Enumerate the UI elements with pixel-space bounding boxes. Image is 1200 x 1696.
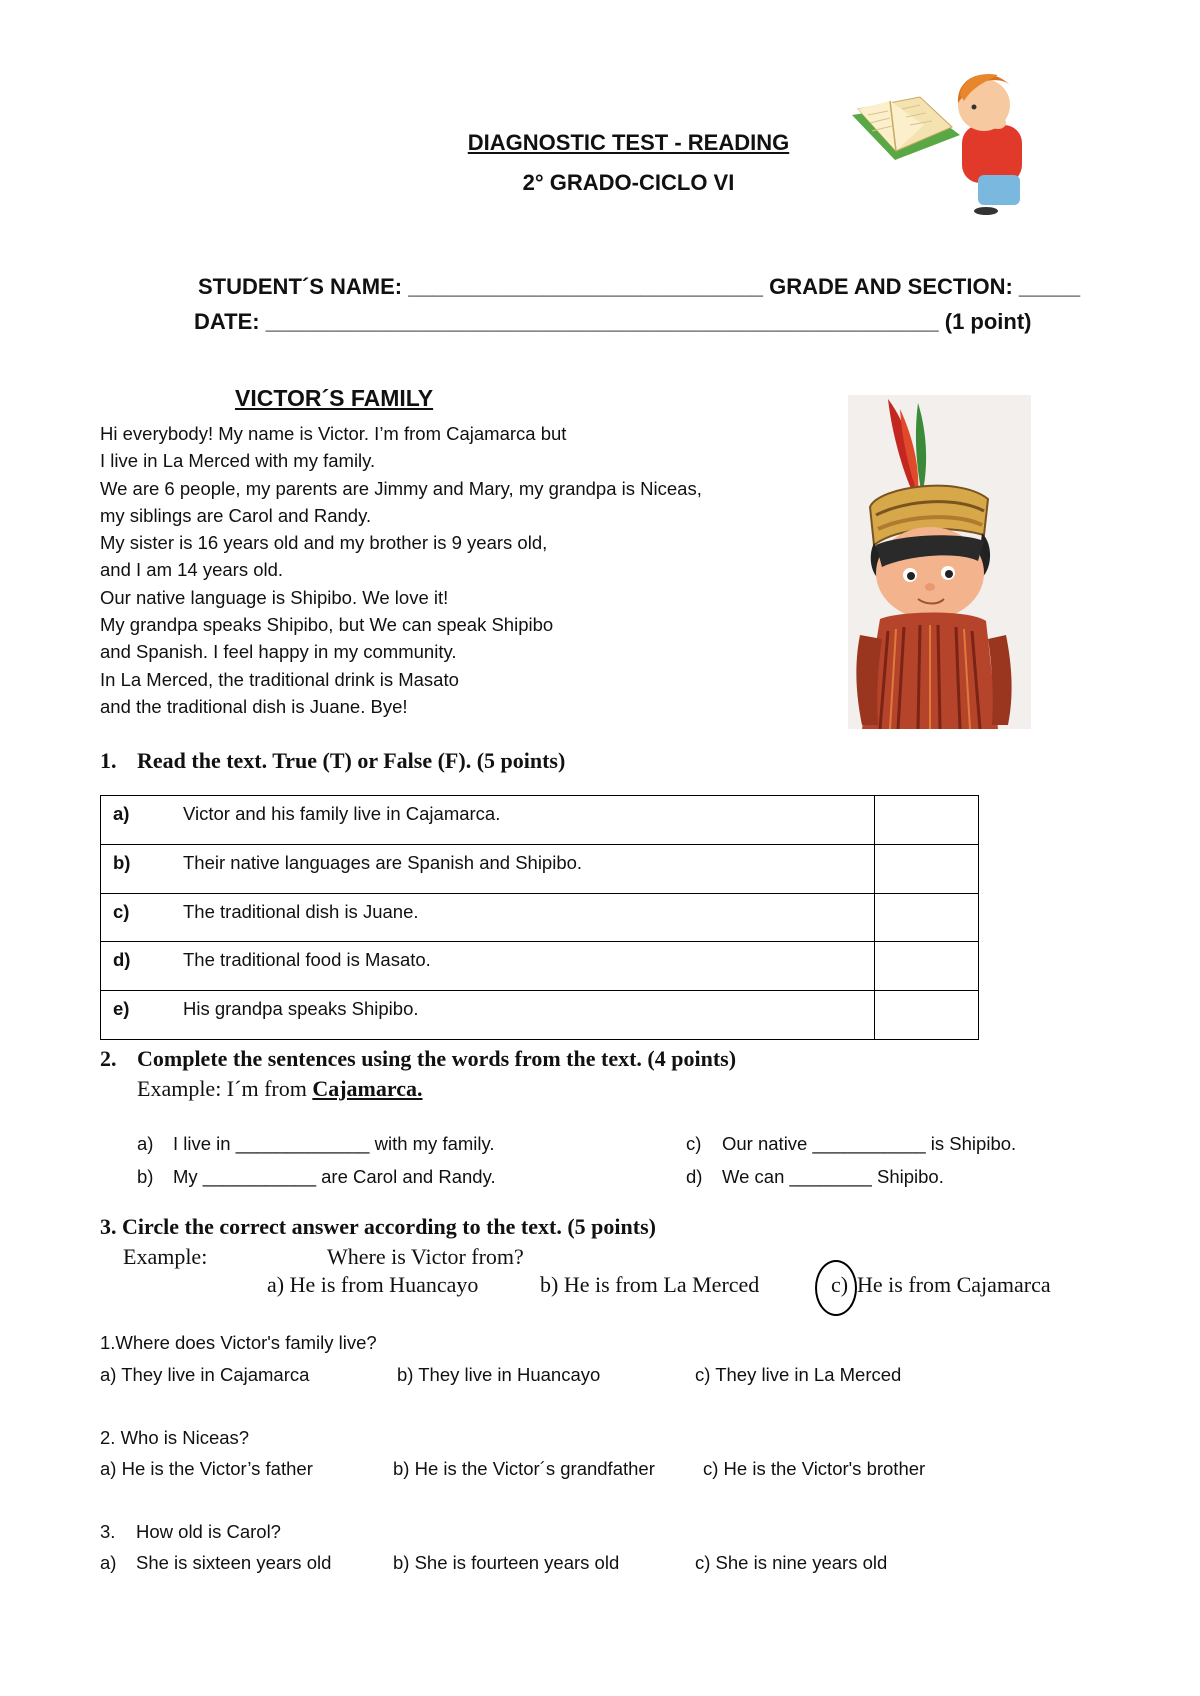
story-line: We are 6 people, my parents are Jimmy and Mary, my grandpa is Niceas, (100, 477, 702, 499)
table-row (101, 991, 979, 1040)
q3-q1-option-c[interactable]: c) They live in La Merced (695, 1364, 902, 1385)
story-title: VICTOR´S FAMILY (235, 385, 434, 411)
row-label: d) (113, 949, 131, 971)
q3-q1-option-a[interactable]: a) They live in Cajamarca (100, 1364, 310, 1385)
answer-cell[interactable] (875, 893, 979, 942)
row-statement: Victor and his family live in Cajamarca. (183, 803, 501, 824)
q3-example-option-c: He is from Cajamarca (857, 1272, 1051, 1297)
q3-example-label: Example: (123, 1244, 208, 1269)
q3-example-option-a: a) He is from Huancayo (267, 1272, 479, 1297)
q2-heading (100, 1046, 736, 1072)
q3-question-2: 2. Who is Niceas? (100, 1427, 250, 1448)
story-line: and I am 14 years old. (100, 559, 284, 581)
row-statement: Their native languages are Spanish and Shipibo. (183, 851, 583, 873)
q3-question-3 (100, 1521, 281, 1543)
student-name-field: STUDENT´S NAME: _____________________________ GRADE AND SECTION: _____ (198, 274, 1081, 299)
q3-question-3-number: 3. (100, 1521, 116, 1542)
row-statement: His grandpa speaks Shipibo. (183, 998, 419, 1020)
row-label: c) (113, 900, 130, 922)
q3-example-question: Where is Victor from? (327, 1244, 524, 1269)
row-statement: The traditional dish is Juane. (183, 900, 419, 922)
table-row (101, 893, 979, 942)
story-line: I live in La Merced with my family. (100, 450, 376, 472)
q2-example-prefix: Example: I´m from (137, 1076, 313, 1101)
story-line: and the traditional dish is Juane. Bye! (100, 695, 408, 717)
row-label: e) (113, 998, 130, 1020)
row-label: a) (113, 803, 130, 824)
story-line: my siblings are Carol and Randy. (100, 504, 372, 526)
q3-q2-option-c[interactable]: c) He is the Victor's brother (703, 1458, 926, 1479)
fill-item-c (686, 1133, 1016, 1155)
item-label: b) (137, 1166, 154, 1187)
q2-example (137, 1076, 423, 1102)
item-text: My ___________ are Carol and Randy. (173, 1166, 496, 1187)
q3-question-1: 1.Where does Victor's family live? (100, 1332, 377, 1353)
q2-number: 2. (100, 1046, 117, 1071)
q3-q2-option-a[interactable]: a) He is the Victor’s father (100, 1458, 313, 1479)
answer-cell[interactable] (875, 844, 979, 893)
item-text: We can ________ Shipibo. (722, 1166, 944, 1187)
q3-example-option-b: b) He is from La Merced (540, 1272, 760, 1297)
boy-reading-book-illustration (850, 65, 1040, 215)
q3-q3-option-a[interactable] (100, 1552, 331, 1574)
q2-heading-text: Complete the sentences using the words from the text. (4 points) (137, 1046, 737, 1071)
option-text: She is sixteen years old (136, 1552, 332, 1573)
fill-item-b (137, 1166, 496, 1188)
page-subtitle: 2° GRADO-CICLO VI (522, 170, 735, 195)
page-title: DIAGNOSTIC TEST - READING (467, 130, 790, 155)
row-label: b) (113, 851, 131, 873)
table-row (101, 844, 979, 893)
story-line: Hi everybody! My name is Victor. I’m from Cajamarca but (100, 423, 567, 444)
true-false-table (100, 795, 979, 1040)
fill-item-a (137, 1133, 495, 1155)
answer-cell[interactable] (875, 942, 979, 991)
table-row (101, 796, 979, 845)
row-statement: The traditional food is Masato. (183, 949, 431, 971)
date-field: DATE: _______________________________________________________ (1 point) (194, 309, 1032, 334)
item-text: I live in _____________ with my family. (173, 1133, 495, 1154)
story-line: My grandpa speaks Shipibo, but We can speak Shipibo (100, 614, 554, 636)
answer-cell[interactable] (875, 796, 979, 845)
q1-number: 1. (100, 748, 117, 773)
q1-heading-text: Read the text. True (T) or False (F). (5 points) (137, 748, 566, 773)
item-label: d) (686, 1166, 703, 1187)
q3-question-3-text: How old is Carol? (136, 1521, 281, 1542)
story-line: Our native language is Shipibo. We love it! (100, 586, 449, 608)
table-row (101, 942, 979, 991)
story-line: My sister is 16 years old and my brother is 9 years old, (100, 532, 548, 554)
item-label: a) (137, 1133, 154, 1154)
q3-q3-option-b[interactable]: b) She is fourteen years old (393, 1552, 620, 1573)
story-line: In La Merced, the traditional drink is Masato (100, 668, 459, 690)
q3-q1-option-b[interactable]: b) They live in Huancayo (397, 1364, 601, 1385)
answer-cell[interactable] (875, 991, 979, 1040)
q3-q3-option-c[interactable]: c) She is nine years old (695, 1552, 888, 1573)
q2-example-answer: Cajamarca. (312, 1076, 423, 1101)
q3-heading: 3. Circle the correct answer according to the text. (5 points) (100, 1214, 656, 1239)
item-label: c) (686, 1133, 702, 1154)
q3-example-option-c-label: c) (831, 1272, 849, 1297)
q3-q2-option-b[interactable]: b) He is the Victor´s grandfather (393, 1458, 655, 1479)
item-text: Our native ___________ is Shipibo. (722, 1133, 1017, 1154)
story-text (100, 420, 702, 720)
story-line: and Spanish. I feel happy in my community. (100, 641, 457, 663)
fill-item-d (686, 1166, 944, 1188)
victor-character-illustration (848, 395, 1031, 729)
option-label: a) (100, 1552, 117, 1573)
answer-circle-mark (815, 1260, 857, 1316)
q1-heading (100, 748, 565, 774)
